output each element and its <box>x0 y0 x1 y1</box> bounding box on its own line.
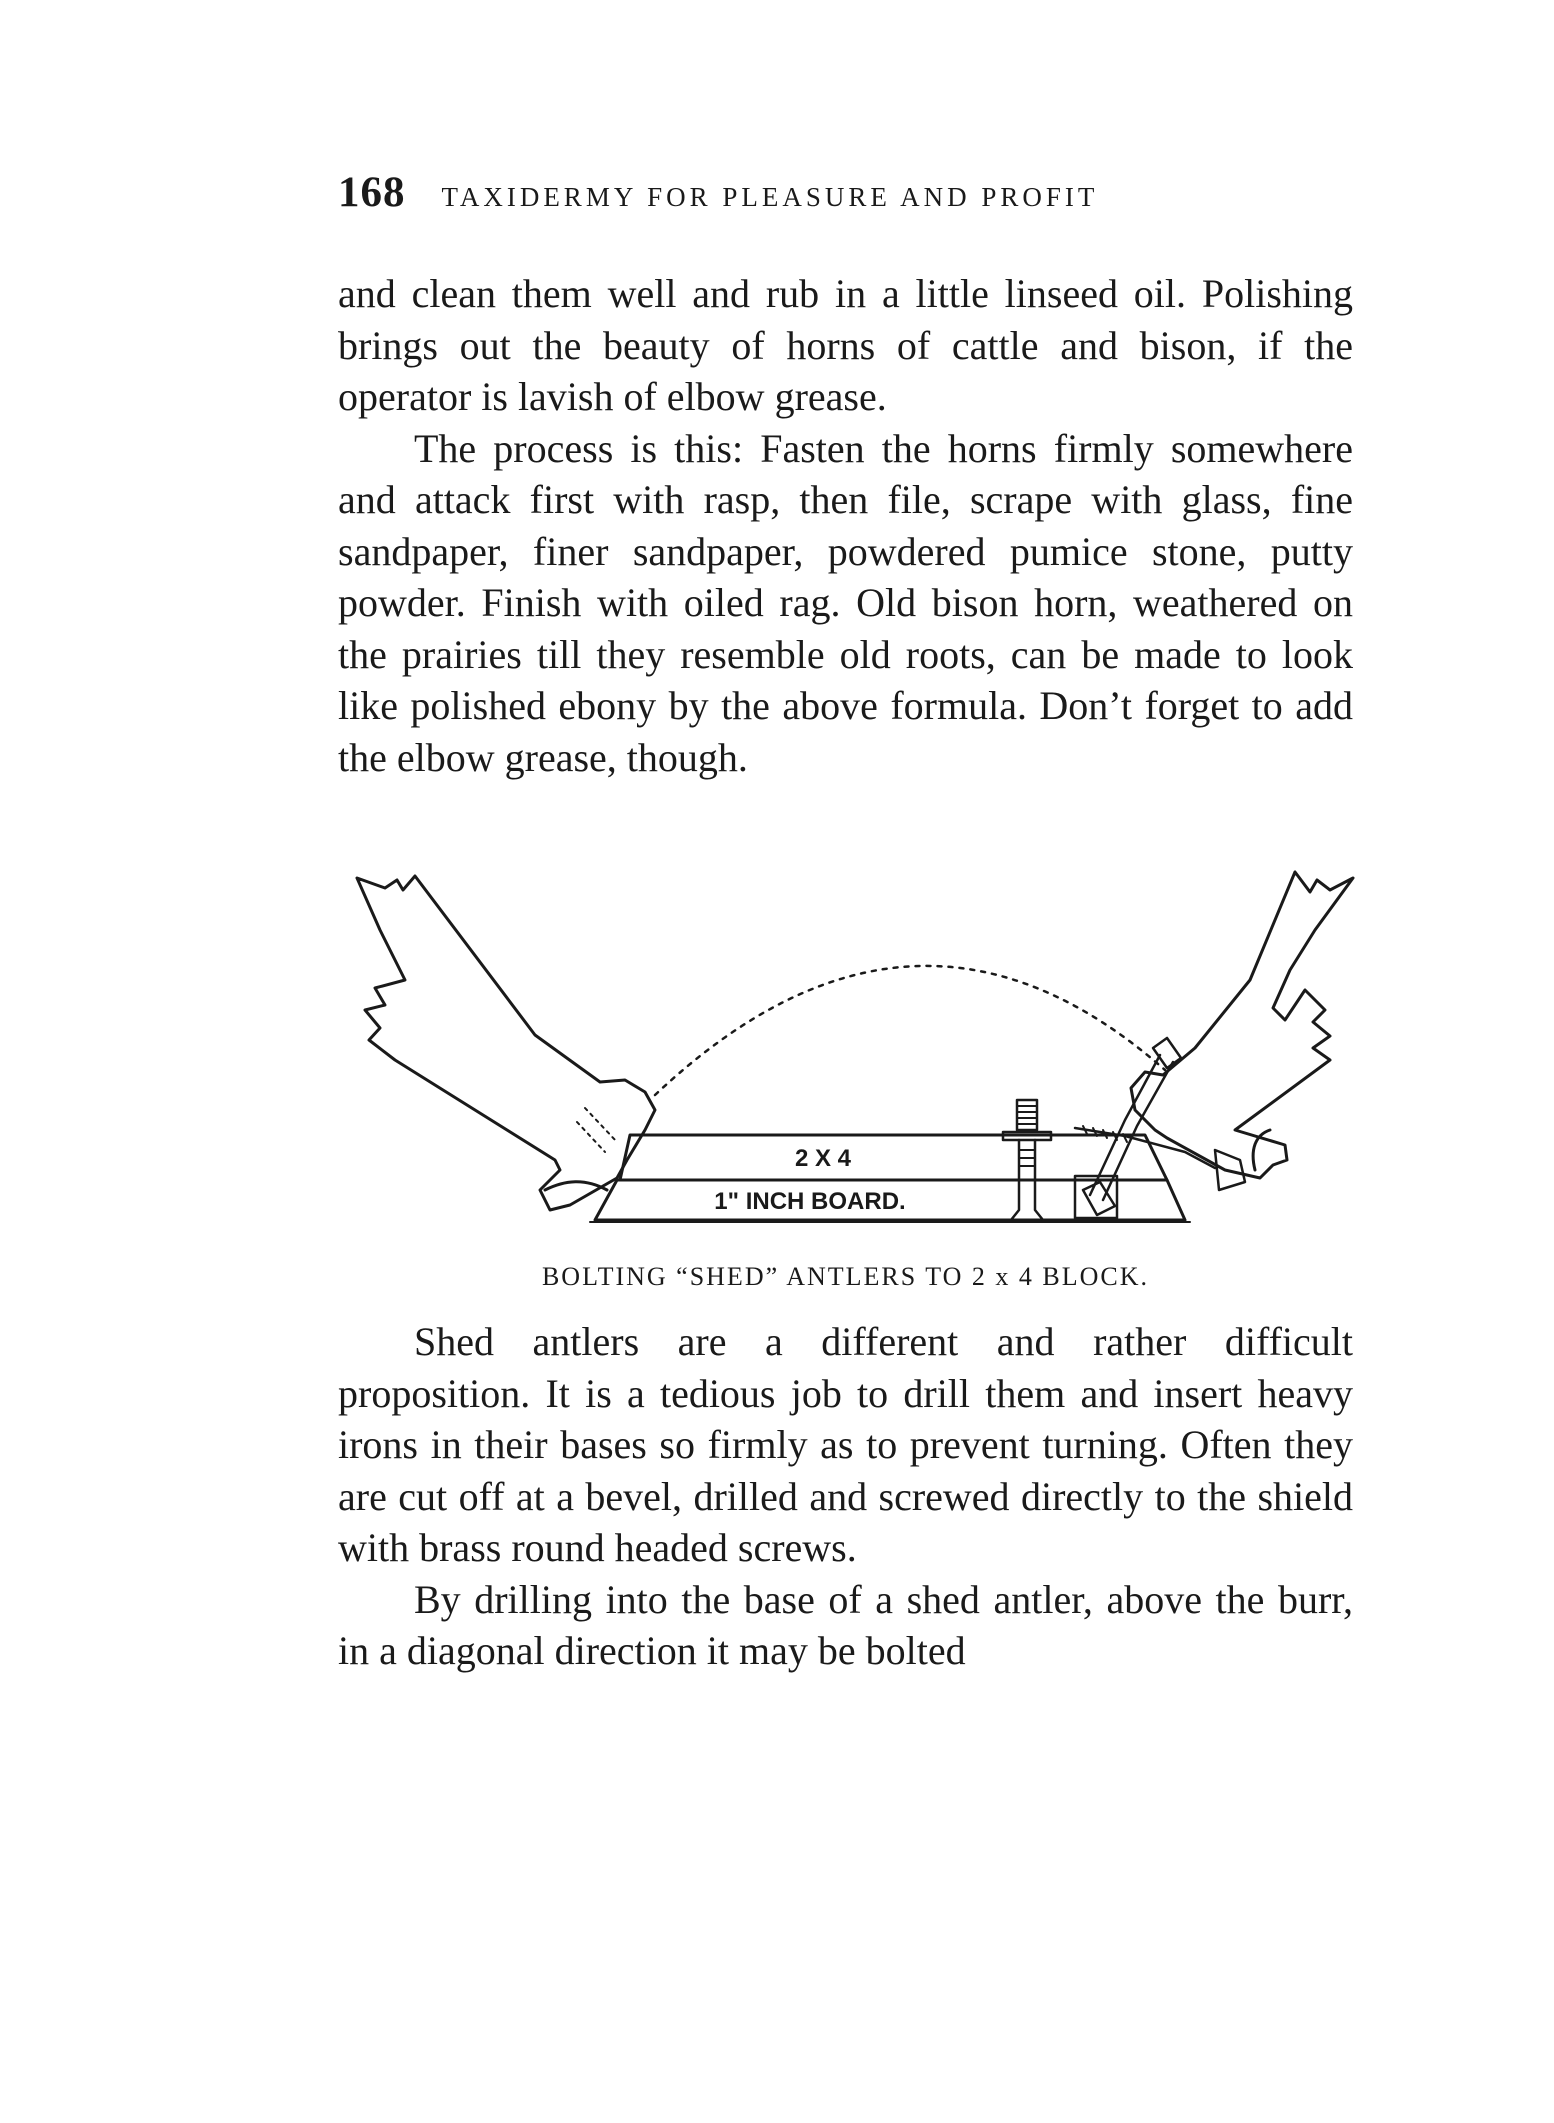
vertical-bolt-thread <box>1017 1106 1037 1124</box>
page-number: 168 <box>338 169 406 216</box>
paragraph: By drilling into the base of a shed antler, above the burr, in a diagonal direction it may be bolted <box>338 1576 1353 1673</box>
paragraph: Shed antlers are a different and rather difficult proposition. It is a tedious job to drill them and insert heavy irons in their bases so firmly as to prevent turning. Often they are cut off at a bevel, drilled and screwed directly to the shield with brass round headed screws. <box>338 1319 1353 1570</box>
dotted-arc <box>655 966 1165 1095</box>
paragraph: and clean them well and rub in a little linseed oil. Polishing brings out the beauty of horns of cattle and bison, if the operator is lavish of elbow grease. <box>338 271 1353 419</box>
illustration-svg <box>355 860 1355 1260</box>
figure-caption: BOLTING “SHED” ANTLERS TO 2 x 4 BLOCK. <box>541 1262 1150 1291</box>
block-2x4 <box>620 1135 1167 1180</box>
text-block-top <box>338 268 1353 783</box>
board-label: 1" INCH BOARD. <box>714 1188 906 1215</box>
block-label: 2 X 4 <box>794 1145 852 1172</box>
right-antler <box>1131 872 1353 1178</box>
diagonal-bolt <box>1090 1055 1173 1200</box>
running-head <box>338 168 1358 218</box>
text-block-bottom <box>338 1316 1353 1677</box>
antler-bolting-illustration <box>355 860 1355 1260</box>
vertical-bolt-thread-lower <box>1019 1150 1035 1166</box>
vertical-bolt-nut <box>1017 1100 1037 1130</box>
running-title: TAXIDERMY FOR PLEASURE AND PROFIT <box>441 182 1099 212</box>
paragraph: The process is this: Fasten the horns firmly somewhere and attack first with rasp, then file, scrape with glass, fine sandpaper, finer sandpaper, powdered pumice stone, putty powder. Finish with oiled rag. Old bison horn, weathered on the prairies till they resemble old roots, can be made to look like polished ebony by the above formula. Don’t forget to add the elbow grease, though. <box>338 425 1353 780</box>
left-antler-burr <box>577 1108 617 1152</box>
left-antler <box>357 876 655 1210</box>
